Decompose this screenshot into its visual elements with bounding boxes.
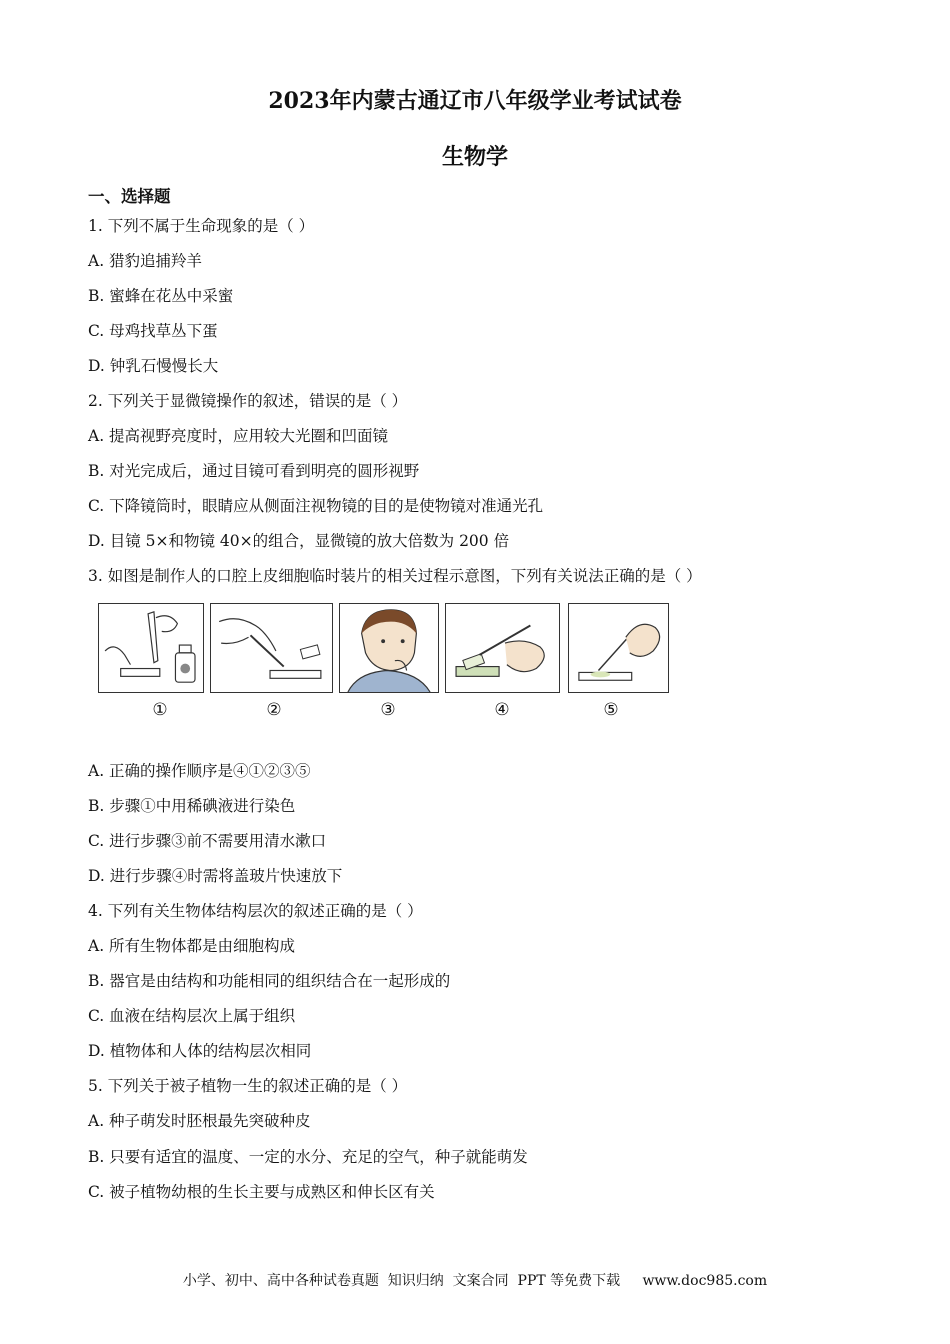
question-3-stem: 3. 如图是制作人的口腔上皮细胞临时装片的相关过程示意图，下列有关说法正确的是（ ） bbox=[88, 567, 702, 585]
question-5-option-b: B. 只要有适宜的温度、一定的水分、充足的空气，种子就能萌发 bbox=[88, 1148, 528, 1166]
section-heading: 一、选择题 bbox=[88, 187, 171, 206]
exam-title: 2023年内蒙古通辽市八年级学业考试试卷 bbox=[268, 88, 682, 114]
step-label-2: ② bbox=[266, 700, 282, 720]
step-4-coverslip-image bbox=[445, 603, 560, 693]
step-5-smear-image bbox=[568, 603, 669, 693]
step-2-pipette-image bbox=[210, 603, 333, 693]
step-label-5: ⑤ bbox=[603, 700, 619, 720]
question-1-option-b: B. 蜜蜂在花丛中采蜜 bbox=[88, 287, 234, 305]
question-4-option-b: B. 器官是由结构和功能相同的组织结合在一起形成的 bbox=[88, 972, 451, 990]
step-3-scraping-image bbox=[339, 603, 439, 693]
question-3-option-a: A. 正确的操作顺序是④①②③⑤ bbox=[88, 762, 311, 780]
step-1-drop-image bbox=[98, 603, 204, 693]
question-4-option-a: A. 所有生物体都是由细胞构成 bbox=[88, 937, 296, 955]
question-3-option-d: D. 进行步骤④时需将盖玻片快速放下 bbox=[88, 867, 343, 885]
question-1-option-c: C. 母鸡找草丛下蛋 bbox=[88, 322, 218, 340]
question-5-stem: 5. 下列关于被子植物一生的叙述正确的是（ ） bbox=[88, 1077, 408, 1095]
page-footer: 小学、初中、高中各种试卷真题 知识归纳 文案合同 PPT 等免费下载 www.doc985.com bbox=[182, 1273, 768, 1289]
question-5-option-a: A. 种子萌发时胚根最先突破种皮 bbox=[88, 1112, 311, 1130]
subject-title: 生物学 bbox=[441, 144, 508, 170]
question-1-option-d: D. 钟乳石慢慢长大 bbox=[88, 357, 219, 375]
question-2-option-b: B. 对光完成后，通过目镜可看到明亮的圆形视野 bbox=[88, 462, 420, 480]
step-label-3: ③ bbox=[380, 700, 396, 720]
question-2-option-a: A. 提高视野亮度时，应用较大光圈和凹面镜 bbox=[88, 427, 389, 445]
slide-preparation-figure bbox=[98, 603, 678, 728]
question-2-option-c: C. 下降镜筒时，眼睛应从侧面注视物镜的目的是使物镜对准通光孔 bbox=[88, 497, 544, 515]
question-4-option-c: C. 血液在结构层次上属于组织 bbox=[88, 1007, 296, 1025]
question-2-stem: 2. 下列关于显微镜操作的叙述，错误的是（ ） bbox=[88, 392, 408, 410]
question-4-option-d: D. 植物体和人体的结构层次相同 bbox=[88, 1042, 312, 1060]
step-label-4: ④ bbox=[494, 700, 510, 720]
question-3-option-b: B. 步骤①中用稀碘液进行染色 bbox=[88, 797, 296, 815]
step-label-1: ① bbox=[152, 700, 168, 720]
question-2-option-d: D. 目镜 5×和物镜 40×的组合，显微镜的放大倍数为 200 倍 bbox=[88, 532, 510, 550]
question-5-option-c: C. 被子植物幼根的生长主要与成熟区和伸长区有关 bbox=[88, 1183, 435, 1201]
question-1-option-a: A. 猎豹追捕羚羊 bbox=[88, 252, 203, 270]
question-4-stem: 4. 下列有关生物体结构层次的叙述正确的是（ ） bbox=[88, 902, 423, 920]
question-1-stem: 1. 下列不属于生命现象的是（ ） bbox=[88, 217, 315, 235]
question-3-option-c: C. 进行步骤③前不需要用清水漱口 bbox=[88, 832, 327, 850]
